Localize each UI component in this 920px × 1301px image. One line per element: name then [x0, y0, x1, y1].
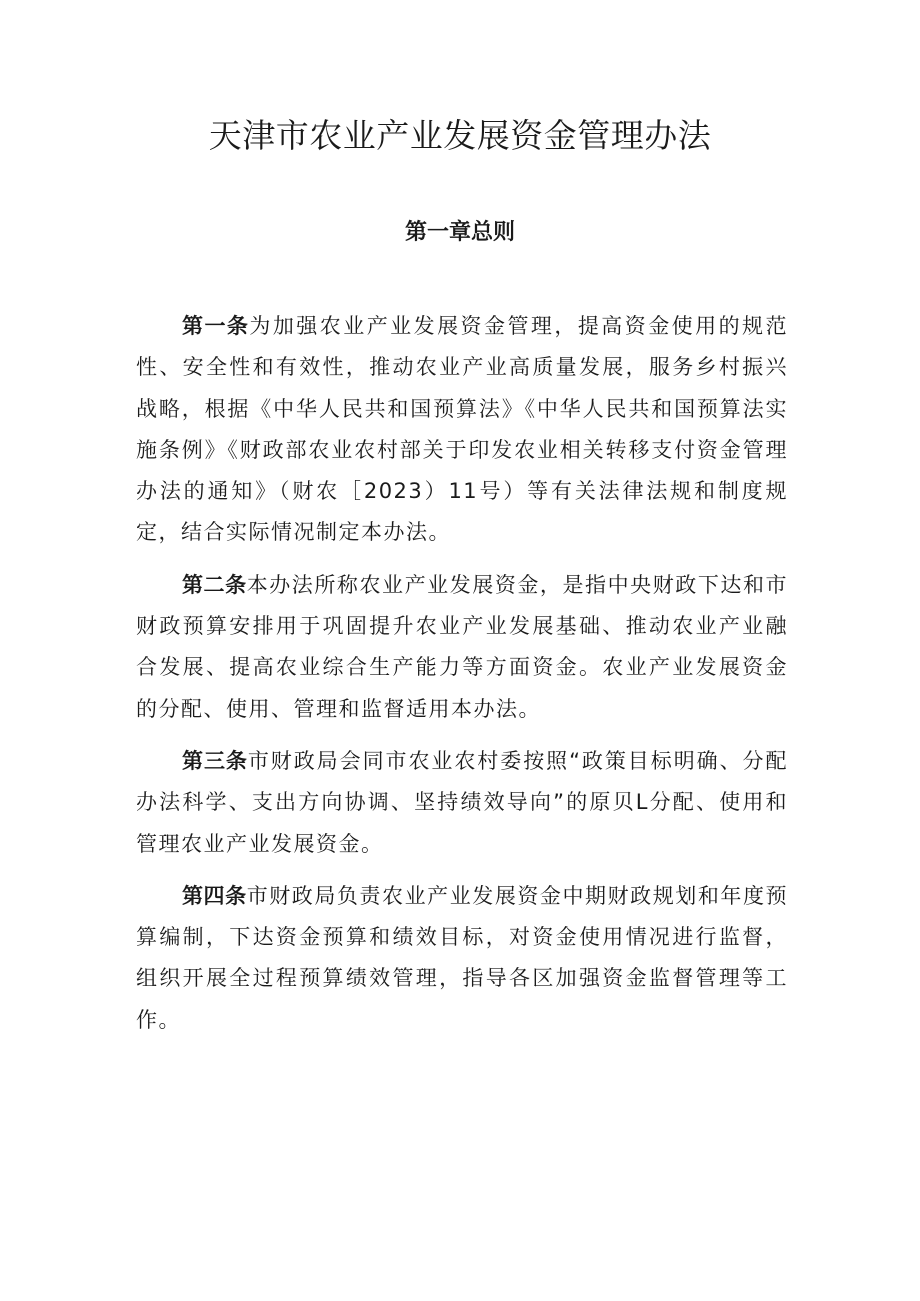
document-body [136, 306, 788, 1052]
article-4-text: 市财政局负责农业产业发展资金中期财政规划和年度预算编制，下达资金预算和绩效目标，对资金使用情况进行监督，组织开展全过程预算绩效管理，指导各区加强资金监督管理等工作。 [136, 883, 789, 1032]
article-3-label: 第三条 [182, 748, 248, 773]
article-3-text: 市财政局会同市农业农村委按照“政策目标明确、分配办法科学、支出方向协调、坚持绩效导向”的原贝L分配、使用和管理农业产业发展资金。 [136, 748, 788, 856]
article-3 [136, 741, 788, 865]
article-1 [136, 306, 788, 554]
document-title: 天津市农业产业发展资金管理办法 [208, 116, 712, 155]
article-2 [136, 565, 788, 730]
article-4-label: 第四条 [182, 883, 247, 908]
article-1-label: 第一条 [182, 314, 250, 338]
article-2-label: 第二条 [182, 572, 247, 597]
chapter-heading: 第一章总则 [404, 220, 515, 245]
article-1-text: 为加强农业产业发展资金管理，提高资金使用的规范性、安全性和有效性，推动农业产业高质量发展，服务乡村振兴战略，根据《中华人民共和国预算法》《中华人民共和国预算法实施条例》《财政部农业农村部关于印发农业相关转移支付资金管理办法的通知》（财农［2023）11号）等有关法律法规和制度规定，结合实际情况制定本办法。 [136, 314, 789, 545]
article-4 [136, 876, 788, 1041]
article-2-text: 本办法所称农业产业发展资金，是指中央财政下达和市财政预算安排用于巩固提升农业产业发展基础、推动农业产业融合发展、提高农业综合生产能力等方面资金。农业产业发展资金的分配、使用、管理和监督适用本办法。 [136, 572, 789, 721]
